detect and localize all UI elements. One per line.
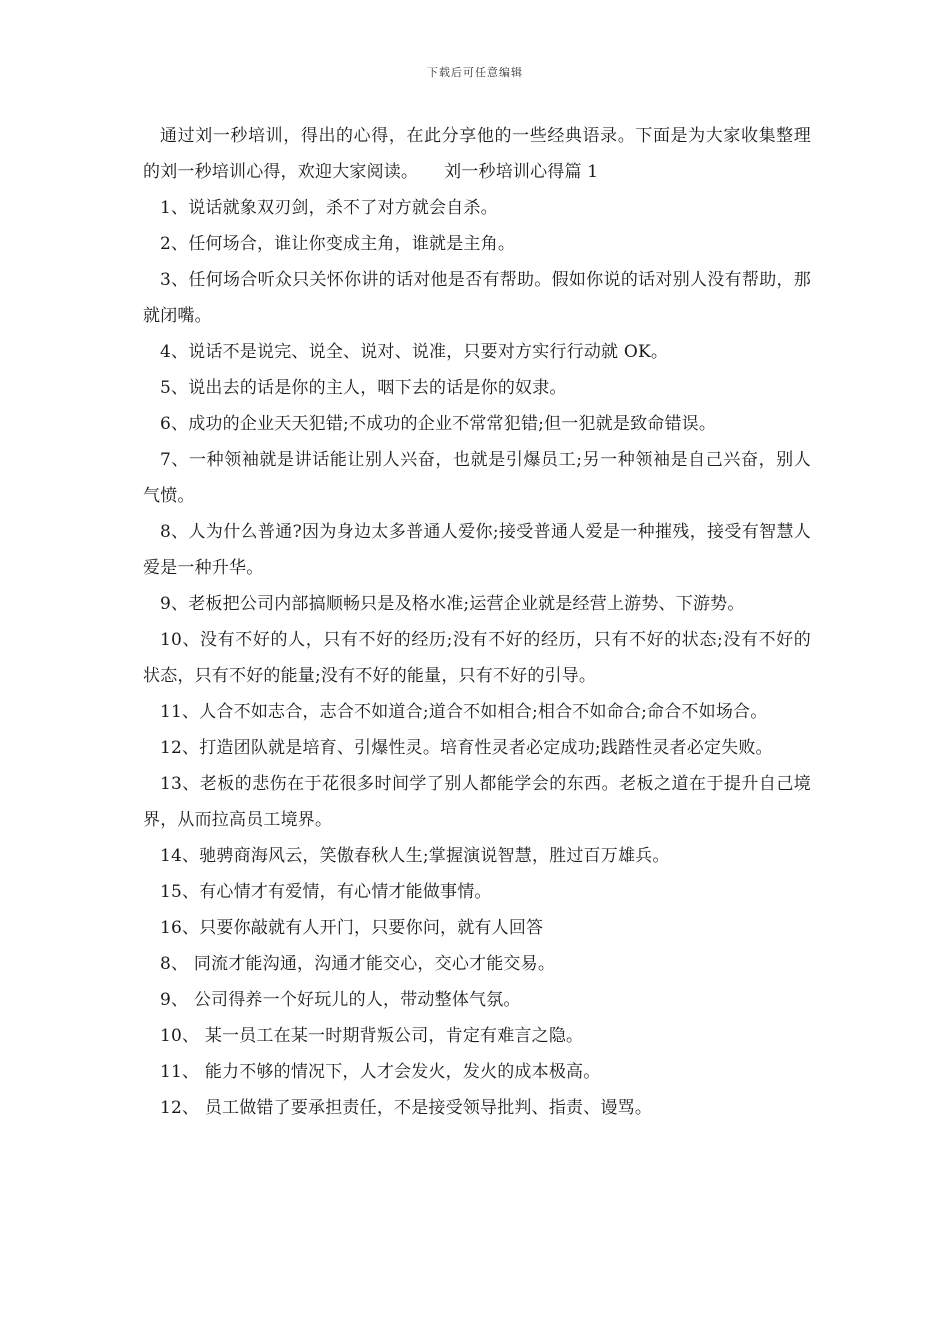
- document-body: [143, 118, 811, 1126]
- quote-item-16: 16、只要你敲就有人开门，只要你问，就有人回答: [160, 918, 544, 938]
- quote-item-10: 10、没有不好的人，只有不好的经历;没有不好的经历，只有不好的状态;没有不好的状态，只有不好的能量;没有不好的能量，只有不好的引导。: [143, 630, 811, 686]
- quote-item-1: 1、说话就象双刃剑，杀不了对方就会自杀。: [160, 198, 498, 218]
- quote-item-6: 6、成功的企业天天犯错;不成功的企业不常常犯错;但一犯就是致命错误。: [160, 414, 717, 434]
- quote-item-9b: 9、 公司得养一个好玩儿的人，带动整体气氛。: [160, 990, 521, 1010]
- quote-item-8: 8、人为什么普通?因为身边太多普通人爱你;接受普通人爱是一种摧残，接受有智慧人爱是一种升华。: [143, 522, 811, 578]
- page-header-note: 下载后可任意编辑: [427, 66, 523, 79]
- intro-paragraph: 通过刘一秒培训，得出的心得，在此分享他的一些经典语录。下面是为大家收集整理的刘一秒培训心得，欢迎大家阅读。 刘一秒培训心得篇 1: [143, 126, 811, 182]
- quote-item-11b: 11、 能力不够的情况下，人才会发火，发火的成本极高。: [160, 1062, 601, 1082]
- quote-item-10b: 10、 某一员工在某一时期背叛公司，肯定有难言之隐。: [160, 1026, 584, 1046]
- quote-item-11: 11、人合不如志合，志合不如道合;道合不如相合;相合不如命合;命合不如场合。: [160, 702, 768, 722]
- quote-item-9: 9、老板把公司内部搞顺畅只是及格水准;运营企业就是经营上游势、下游势。: [160, 594, 745, 614]
- quote-item-12b: 12、 员工做错了要承担责任，不是接受领导批判、指责、谩骂。: [160, 1098, 653, 1118]
- quote-item-14: 14、驰骋商海风云，笑傲春秋人生;掌握演说智慧，胜过百万雄兵。: [160, 846, 670, 866]
- quote-item-12: 12、打造团队就是培育、引爆性灵。培育性灵者必定成功;践踏性灵者必定失败。: [160, 738, 773, 758]
- quote-item-5: 5、说出去的话是你的主人，咽下去的话是你的奴隶。: [160, 378, 567, 398]
- quote-item-4: 4、说话不是说完、说全、说对、说准，只要对方实行行动就 OK。: [160, 342, 669, 362]
- quote-item-15: 15、有心情才有爱情，有心情才能做事情。: [160, 882, 492, 902]
- quote-item-7: 7、一种领袖就是讲话能让别人兴奋，也就是引爆员工;另一种领袖是自己兴奋，别人气愤。: [143, 450, 811, 506]
- quote-item-2: 2、任何场合，谁让你变成主角，谁就是主角。: [160, 234, 516, 254]
- quote-item-13: 13、老板的悲伤在于花很多时间学了别人都能学会的东西。老板之道在于提升自己境界，从而拉高员工境界。: [143, 774, 811, 830]
- quote-item-3: 3、任何场合听众只关怀你讲的话对他是否有帮助。假如你说的话对别人没有帮助，那就闭嘴。: [143, 270, 811, 326]
- quote-item-8b: 8、 同流才能沟通，沟通才能交心，交心才能交易。: [160, 954, 556, 974]
